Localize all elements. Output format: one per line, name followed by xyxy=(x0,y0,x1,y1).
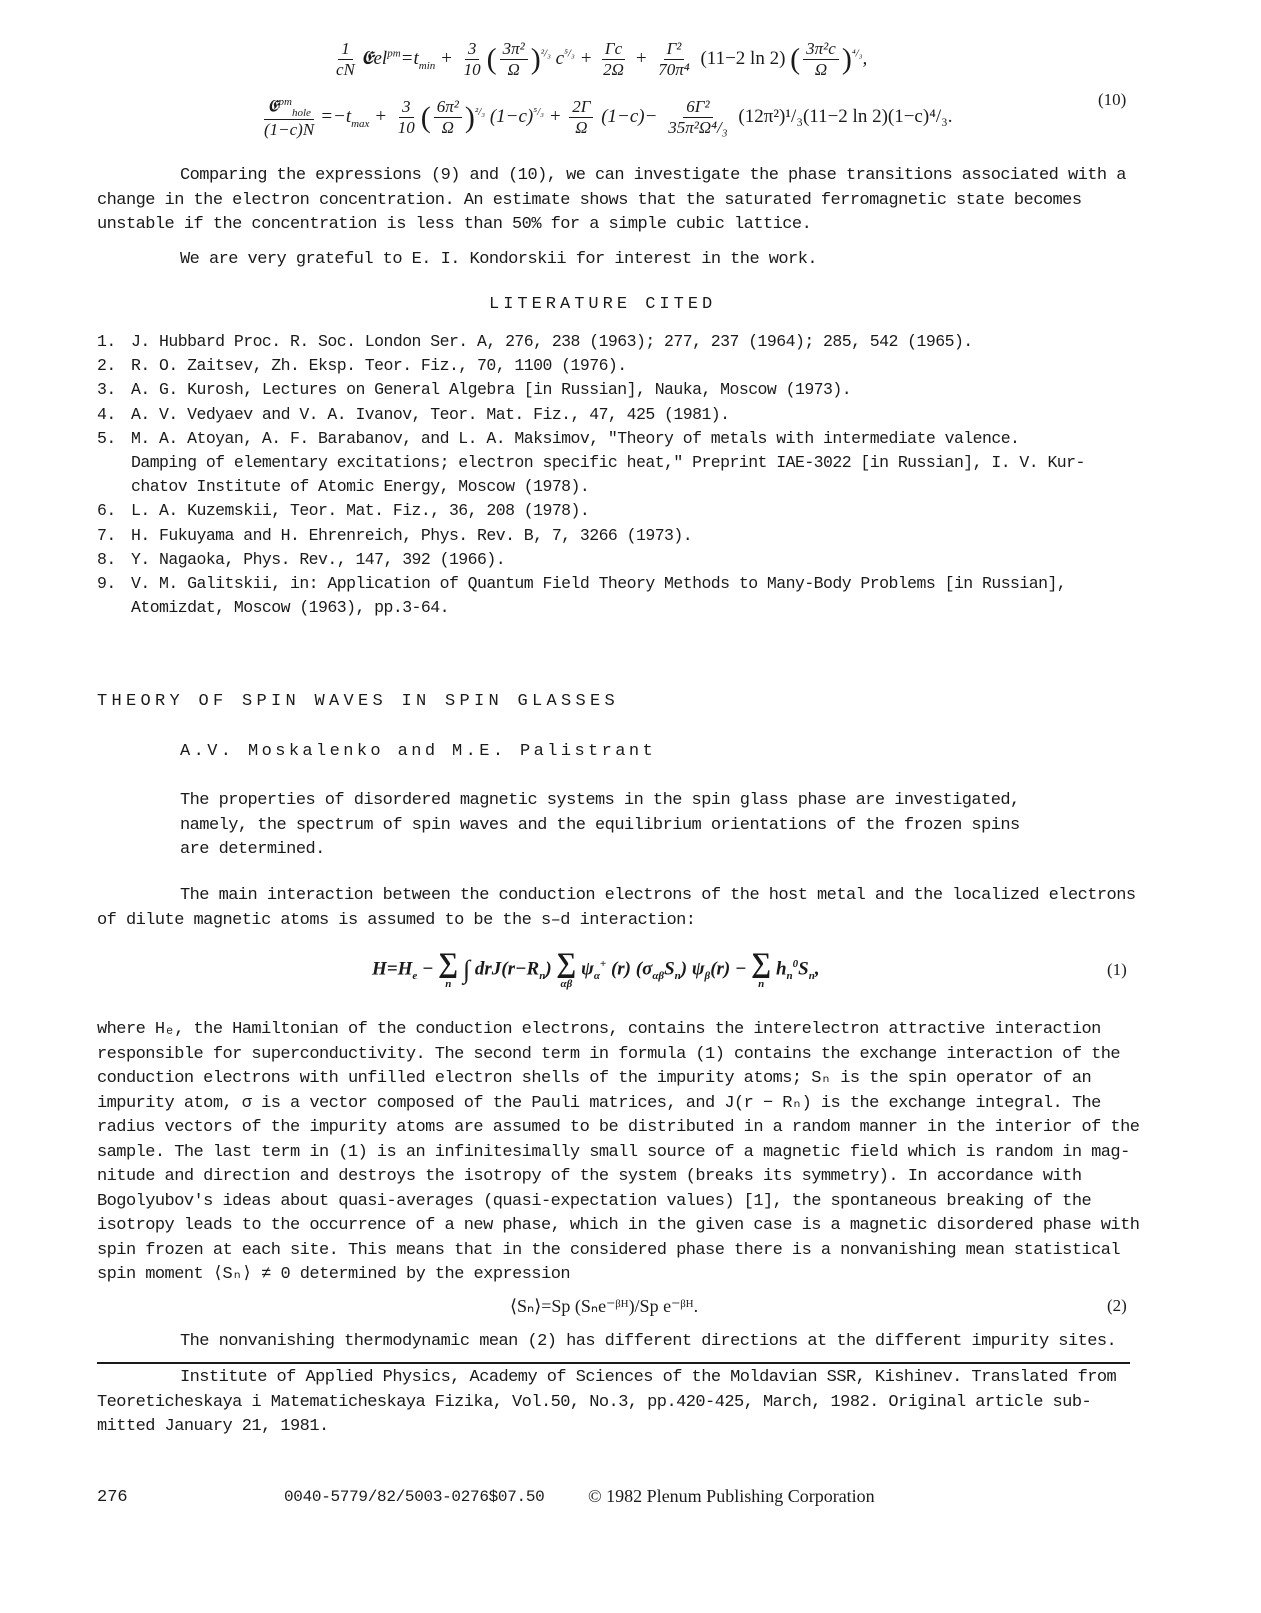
reference-text: Y. Nagaoka, Phys. Rev., 147, 392 (1966). xyxy=(131,549,506,569)
reference-line xyxy=(97,453,1085,472)
reference-text: A. V. Vedyaev and V. A. Ivanov, Teor. Mat. Fiz., 47, 425 (1981). xyxy=(131,404,730,424)
acknowledgment: We are very grateful to E. I. Kondorskii for interest in the work. xyxy=(180,250,818,269)
reference-number: 9. xyxy=(97,574,116,593)
equation-1: $H=H_e$ − ∑ n ∫ $drJ(r-R_n)$ ∑ αβ $\psi_\alpha^+$ (r) $(\sigma_{\alpha\beta}S_n) \psi_\beta(r)$ − ∑ n $h_n^0S_n$, xyxy=(372,948,820,990)
reference-line xyxy=(97,356,627,375)
reference-text: J. Hubbard Proc. R. Soc. London Ser. A, 276, 238 (1963); 277, 237 (1964); 285, 542 (1965). xyxy=(131,332,973,351)
reference-line xyxy=(97,598,449,617)
equation-10-line-2: $\frac{𝕰^{pm}_{hole}}{(1-c)N}$ $=-t_{max}$ + $\frac{3}{10}$ ( $\frac{\text{6π²}}{\Omega}$ )$^{^2/_3}$ $(1-c)^{^5/_3}$ + $\frac{2\Gamma}{\Omega}$ (1−c)− $\frac{\text{6Γ²}}{\text{35π²Ω⁴/₃}}$ (12π²)¹/₃(11−2 ln 2)(1−c)⁴/₃. xyxy=(264,96,953,140)
reference-line xyxy=(97,550,505,569)
reference-text: L. A. Kuzemskii, Teor. Mat. Fiz., 36, 208 (1978). xyxy=(131,501,590,521)
reference-line xyxy=(97,380,851,399)
equation-2-number: (2) xyxy=(1107,1296,1127,1315)
reference-number: 3. xyxy=(97,380,116,400)
reference-number: 7. xyxy=(97,525,116,545)
intro-paragraph: The main interaction between the conduction electrons of the host metal and the localized electrons of dilute magnetic atoms is assumed to be the s–d interaction: xyxy=(97,886,1136,930)
reference-number: 6. xyxy=(97,501,116,521)
reference-number: 4. xyxy=(97,404,116,424)
footnote: Institute of Applied Physics, Academy of Sciences of the Moldavian SSR, Kishinev. Translated from Teoreticheskaya i Matematicheskaya Fizika, Vol.50, No.3, pp.420-425, March, 1982. Original article sub- mitted January 21, 1981. xyxy=(97,1368,1117,1436)
page-number: 276 xyxy=(97,1488,128,1507)
reference-text: A. G. Kurosh, Lectures on General Algebra [in Russian], Nauka, Moscow (1973). xyxy=(131,380,852,400)
copyright: © 1982 Plenum Publishing Corporation xyxy=(588,1486,875,1506)
reference-text: chatov Institute of Atomic Energy, Moscow (1978). xyxy=(131,477,590,497)
closing-sentence: The nonvanishing thermodynamic mean (2) has different directions at the different impurity sites. xyxy=(180,1332,1117,1351)
equation-2: ⟨Sₙ⟩=Sp (Sₙe⁻ᵝᴴ)/Sp e⁻ᵝᴴ. xyxy=(510,1296,699,1316)
reference-number: 8. xyxy=(97,549,116,569)
equation-10-line-1: $\frac{1}{cN}$ $𝕰el^{pm}=t_{min}$ + $\frac{3}{10}$ ( $\frac{\text{3π²}}{\Omega}$ )$^{^2/_3}$ $c^{^5/_3}$ + $\frac{\Gamma c}{2\Omega}$ + $\frac{\text{Γ²}}{\text{70π⁴}}$ (11−2 ln 2) ( $\frac{\text{3π²c}}{\Omega}$ )$^{^4/_3}$, xyxy=(336,39,868,79)
reference-line xyxy=(97,526,692,545)
reference-number: 2. xyxy=(97,356,116,376)
comparing-paragraph: Comparing the expressions (9) and (10), we can investigate the phase transitions associated with a change in the electron concentration. An estimate shows that the saturated ferromagnetic state becomes unstable if the concentration is less than 50% for a simple cubic lattice. xyxy=(97,166,1126,234)
reference-text: V. M. Galitskii, in: Application of Quantum Field Theory Methods to Many-Body Problems [in Russian], xyxy=(131,574,1067,593)
reference-line xyxy=(97,405,730,424)
reference-line xyxy=(97,429,1019,448)
article-authors: A.V. Moskalenko and M.E. Palistrant xyxy=(180,742,657,761)
reference-number: 5. xyxy=(97,428,116,448)
literature-heading: LITERATURE CITED xyxy=(489,295,717,314)
footnote-rule xyxy=(97,1362,1130,1364)
reference-text: Damping of elementary excitations; electron specific heat," Preprint IAE-3022 [in Russian], I. V. Kur- xyxy=(131,453,1085,472)
reference-text: M. A. Atoyan, A. F. Barabanov, and L. A. Maksimov, "Theory of metals with intermediate valence. xyxy=(131,428,1020,448)
reference-line xyxy=(97,574,1066,593)
reference-text: Atomizdat, Moscow (1963), pp.3-64. xyxy=(131,598,449,618)
equation-10-number: (10) xyxy=(1098,90,1127,109)
reference-text: H. Fukuyama and H. Ehrenreich, Phys. Rev. B, 7, 3266 (1973). xyxy=(131,525,693,545)
article-title: THEORY OF SPIN WAVES IN SPIN GLASSES xyxy=(97,692,620,711)
reference-number: 1. xyxy=(97,332,116,351)
equation-1-number: (1) xyxy=(1107,960,1127,979)
reference-line xyxy=(97,477,589,496)
abstract: The properties of disordered magnetic systems in the spin glass phase are investigated, namely, the spectrum of spin waves and the equilibrium orientations of the frozen spins are determined. xyxy=(180,791,1020,859)
reference-line xyxy=(97,332,973,351)
body-paragraph: where Hₑ, the Hamiltonian of the conduction electrons, contains the interelectron attractive interaction responsible for superconductivity. The second term in formula (1) contains the exchange interaction of the conduction electrons with unfilled electron shells of the impurity atoms; Sₙ is the spin operator of an impurity atom, σ is a vector composed of the Pauli matrices, and J(r − Rₙ) is the exchange integral. The radius vectors of the impurity atoms are assumed to be distributed in a random manner in the interior of the sample. The last term in (1) is an infinitesimally small source of a magnetic field which is random in mag- nitude and direction and destroys the isotropy of the system (breaks its symmetry). In accordance with Bogolyubov's ideas about quasi-averages (quasi-expectation values) [1], the spontaneous breaking of the isotropy leads to the occurrence of a new phase, which in the given case is a magnetic disordered phase with spin frozen at each site. This means that in the considered phase there is a nonvanishing mean statistical spin moment ⟨Sₙ⟩ ≠ 0 determined by the expression xyxy=(97,1020,1140,1284)
reference-line xyxy=(97,501,589,520)
article-code: 0040-5779/82/5003-0276$07.50 xyxy=(284,1488,545,1506)
reference-text: R. O. Zaitsev, Zh. Eksp. Teor. Fiz., 70, 1100 (1976). xyxy=(131,356,627,376)
